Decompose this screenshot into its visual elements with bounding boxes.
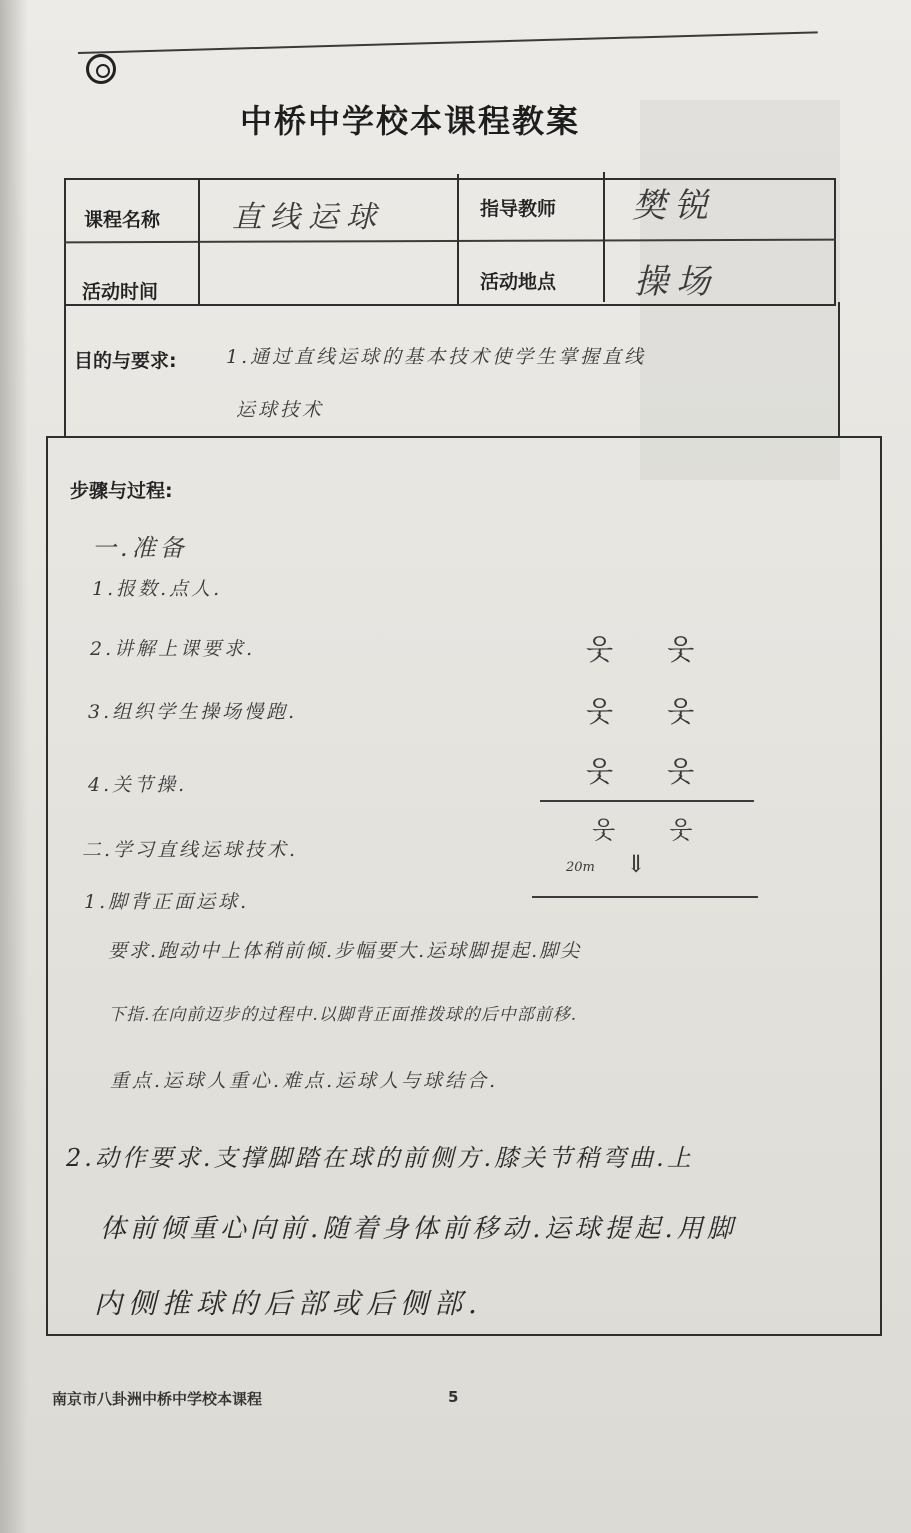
player-figure-icon: 웃 <box>586 633 668 666</box>
step-line: 二.学习直线运球技术. <box>82 839 299 861</box>
formation-row <box>592 810 746 845</box>
purpose-line-1: 1.通过直线运球的基本技术使学生掌握直线 <box>226 346 647 368</box>
page-shadow <box>0 0 28 1533</box>
header-rule <box>78 31 818 54</box>
formation-row <box>586 750 748 790</box>
step-line: 内侧推球的后部或后侧部. <box>94 1287 483 1320</box>
time-label: 活动时间 <box>82 281 159 303</box>
step-line: 体前倾重心向前.随着身体前移动.运球提起.用脚 <box>100 1214 737 1244</box>
player-figure-icon: 웃 <box>669 816 747 844</box>
step-line: 重点.运球人重心.难点.运球人与球结合. <box>110 1070 499 1092</box>
step-line: 2.讲解上课要求. <box>90 638 256 660</box>
player-figure-icon: 웃 <box>586 695 668 728</box>
purpose-label: 目的与要求: <box>74 350 177 372</box>
purpose-box <box>64 302 840 438</box>
formation-row <box>586 690 748 730</box>
step-line: 一.准备 <box>92 534 188 562</box>
header-col-divider-1 <box>198 178 200 304</box>
step-line: 4.关节操. <box>88 774 188 796</box>
teacher-label: 指导教师 <box>480 198 557 220</box>
step-line: 3.组织学生操场慢跑. <box>88 701 298 723</box>
end-line <box>532 896 758 898</box>
down-arrow-icon: ⇓ <box>626 850 651 878</box>
player-figure-icon: 웃 <box>667 695 749 728</box>
step-line: 要求.跑动中上体稍前倾.步幅要大.运球脚提起.脚尖 <box>108 940 582 962</box>
course-name-value: 直线运球 <box>232 200 384 235</box>
steps-box <box>46 436 882 1336</box>
school-seal-icon <box>86 54 116 84</box>
page-footer: 南京市八卦洲中桥中学校本课程 <box>52 1390 263 1408</box>
step-line: 2.动作要求.支撑脚踏在球的前侧方.膝关节稍弯曲.上 <box>66 1144 694 1172</box>
player-figure-icon: 웃 <box>667 755 749 788</box>
header-col-divider-2 <box>457 174 459 304</box>
step-line: 下指.在向前迈步的过程中.以脚背正面推拨球的后中部前移. <box>108 1005 578 1025</box>
step-line: 1.报数.点人. <box>92 578 223 600</box>
document-title: 中桥中学校本课程教案 <box>240 102 581 140</box>
steps-label: 步骤与过程: <box>70 480 173 502</box>
formation-row <box>586 628 748 668</box>
place-value: 操场 <box>634 262 718 302</box>
place-label: 活动地点 <box>480 271 557 293</box>
course-name-label: 课程名称 <box>84 209 161 231</box>
page-number: 5 <box>448 1388 459 1406</box>
distance-label: 20m <box>566 860 595 875</box>
step-line: 1.脚背正面运球. <box>84 891 250 913</box>
player-figure-icon: 웃 <box>667 633 749 666</box>
start-line <box>540 800 754 802</box>
player-figure-icon: 웃 <box>586 755 668 788</box>
teacher-value: 樊锐 <box>632 186 716 226</box>
header-col-divider-3 <box>603 172 605 302</box>
player-figure-icon: 웃 <box>592 816 670 844</box>
purpose-line-2: 运球技术 <box>236 399 325 421</box>
